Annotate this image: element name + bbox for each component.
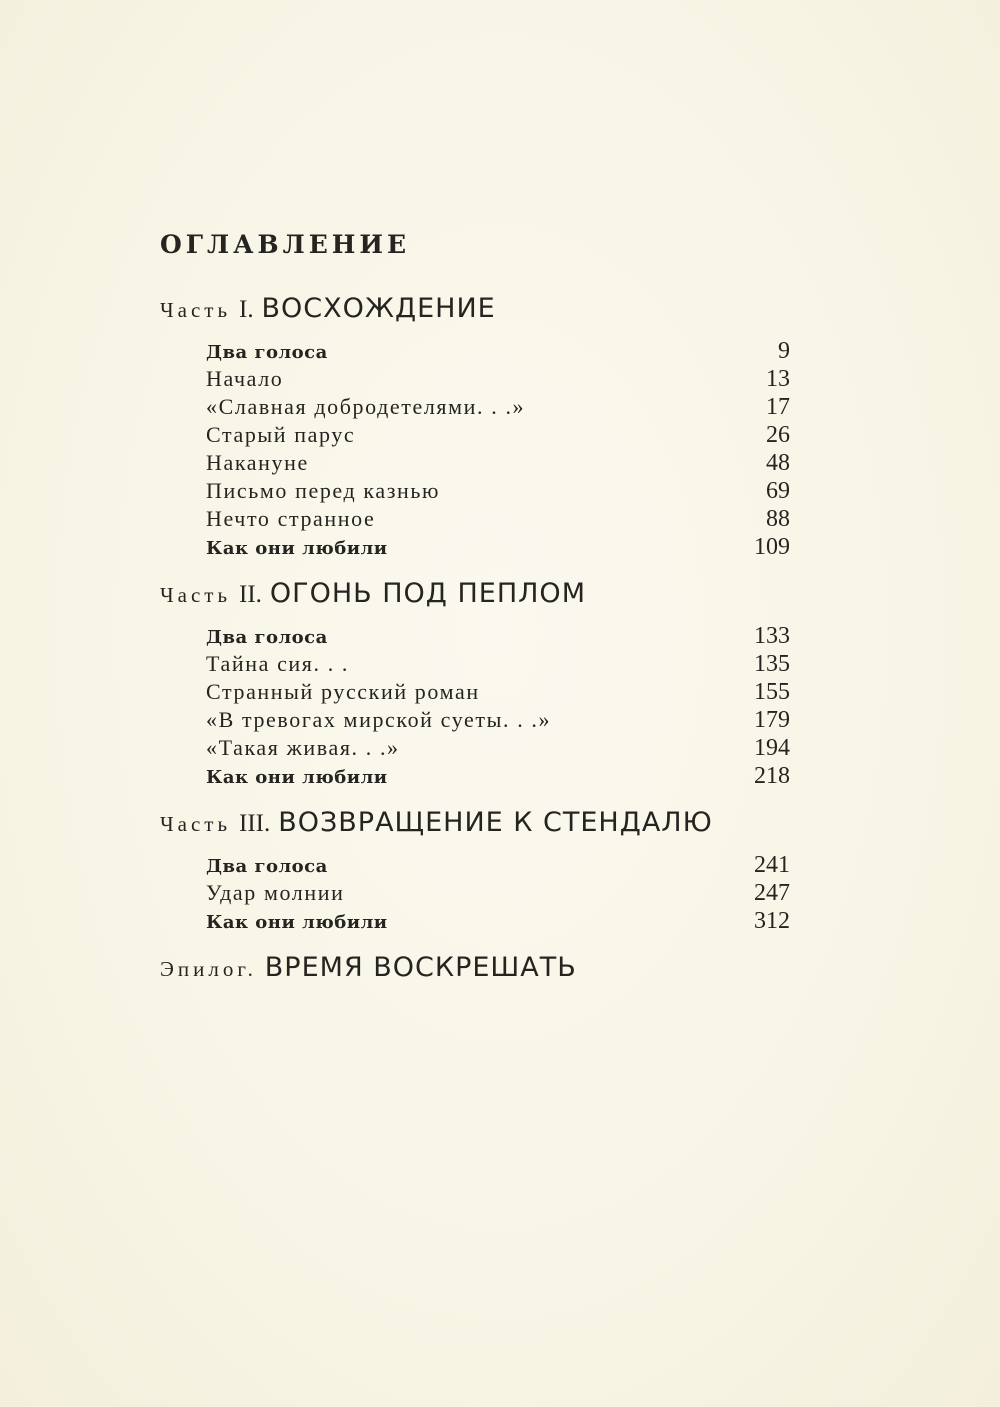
toc-entry	[206, 477, 790, 505]
toc-entry	[206, 533, 790, 561]
entry-page: 88	[766, 506, 790, 532]
toc-entry	[206, 365, 790, 393]
toc-entry	[206, 879, 790, 907]
entry-page: 155	[754, 679, 790, 705]
epilogue-name: ВРЕМЯ ВОСКРЕШАТЬ	[264, 952, 577, 983]
entry-list	[160, 622, 800, 790]
epilogue-label: Эпилог.	[160, 957, 257, 981]
entry-title: Письмо перед казнью	[206, 478, 441, 503]
entry-page: 69	[766, 478, 790, 504]
toc-entry	[206, 762, 790, 790]
entry-title: Как они любили	[206, 538, 388, 559]
toc-entry	[206, 337, 790, 365]
toc-entry	[206, 907, 790, 935]
toc-entry	[206, 622, 790, 650]
toc-entry	[206, 393, 790, 421]
part-2	[160, 577, 800, 790]
entry-page: 194	[754, 735, 790, 761]
entry-title: Как они любили	[206, 912, 388, 933]
entry-title: Два голоса	[206, 627, 328, 648]
part-number: I.	[239, 296, 254, 323]
toc-title: ОГЛАВЛЕНИЕ	[160, 230, 411, 259]
part-label: Часть	[160, 583, 232, 607]
entry-title: Начало	[206, 366, 284, 391]
part-number: III.	[239, 810, 271, 837]
entry-title: Как они любили	[206, 767, 388, 788]
entry-title: Тайна сия. . .	[206, 651, 350, 676]
part-name: ВОЗВРАЩЕНИЕ К СТЕНДАЛЮ	[278, 807, 713, 838]
entry-page: 133	[754, 623, 790, 649]
part-heading	[160, 806, 800, 841]
entry-title: Два голоса	[206, 856, 328, 877]
part-name: ВОСХОЖДЕНИЕ	[261, 293, 496, 324]
entry-list	[160, 337, 800, 561]
toc-entry	[206, 449, 790, 477]
toc-entry	[206, 421, 790, 449]
part-heading	[160, 292, 800, 327]
toc-entry	[206, 650, 790, 678]
toc-entry	[206, 851, 790, 879]
part-name: ОГОНЬ ПОД ПЕПЛОМ	[269, 578, 586, 609]
entry-page: 135	[754, 651, 790, 677]
toc-entry	[206, 734, 790, 762]
entry-page: 247	[754, 880, 790, 906]
entry-title: «В тревогах мирской суеты. . .»	[206, 707, 552, 732]
part-heading	[160, 577, 800, 612]
toc-entry	[206, 505, 790, 533]
entry-page: 241	[754, 852, 790, 878]
entry-page: 17	[766, 394, 790, 420]
entry-page: 109	[754, 534, 790, 560]
entry-title: «Такая живая. . .»	[206, 735, 400, 760]
entry-page: 179	[754, 707, 790, 733]
entry-page: 26	[766, 422, 790, 448]
entry-title: Странный русский роман	[206, 679, 480, 704]
part-number: II.	[239, 581, 262, 608]
entry-page: 218	[754, 763, 790, 789]
epilogue-heading	[160, 951, 800, 986]
toc-entry	[206, 706, 790, 734]
entry-title: Два голоса	[206, 342, 328, 363]
entry-page: 13	[766, 366, 790, 392]
table-of-contents	[160, 228, 800, 996]
toc-entry	[206, 678, 790, 706]
entry-page: 312	[754, 908, 790, 934]
entry-page: 48	[766, 450, 790, 476]
part-3	[160, 806, 800, 935]
entry-title: Накануне	[206, 450, 309, 475]
part-label: Часть	[160, 812, 232, 836]
entry-list	[160, 851, 800, 935]
entry-title: «Славная добродетелями. . .»	[206, 394, 526, 419]
entry-title: Удар молнии	[206, 880, 345, 905]
entry-title: Старый парус	[206, 422, 356, 447]
part-label: Часть	[160, 298, 232, 322]
entry-title: Нечто странное	[206, 506, 376, 531]
entry-page: 9	[778, 338, 790, 364]
part-1	[160, 292, 800, 561]
